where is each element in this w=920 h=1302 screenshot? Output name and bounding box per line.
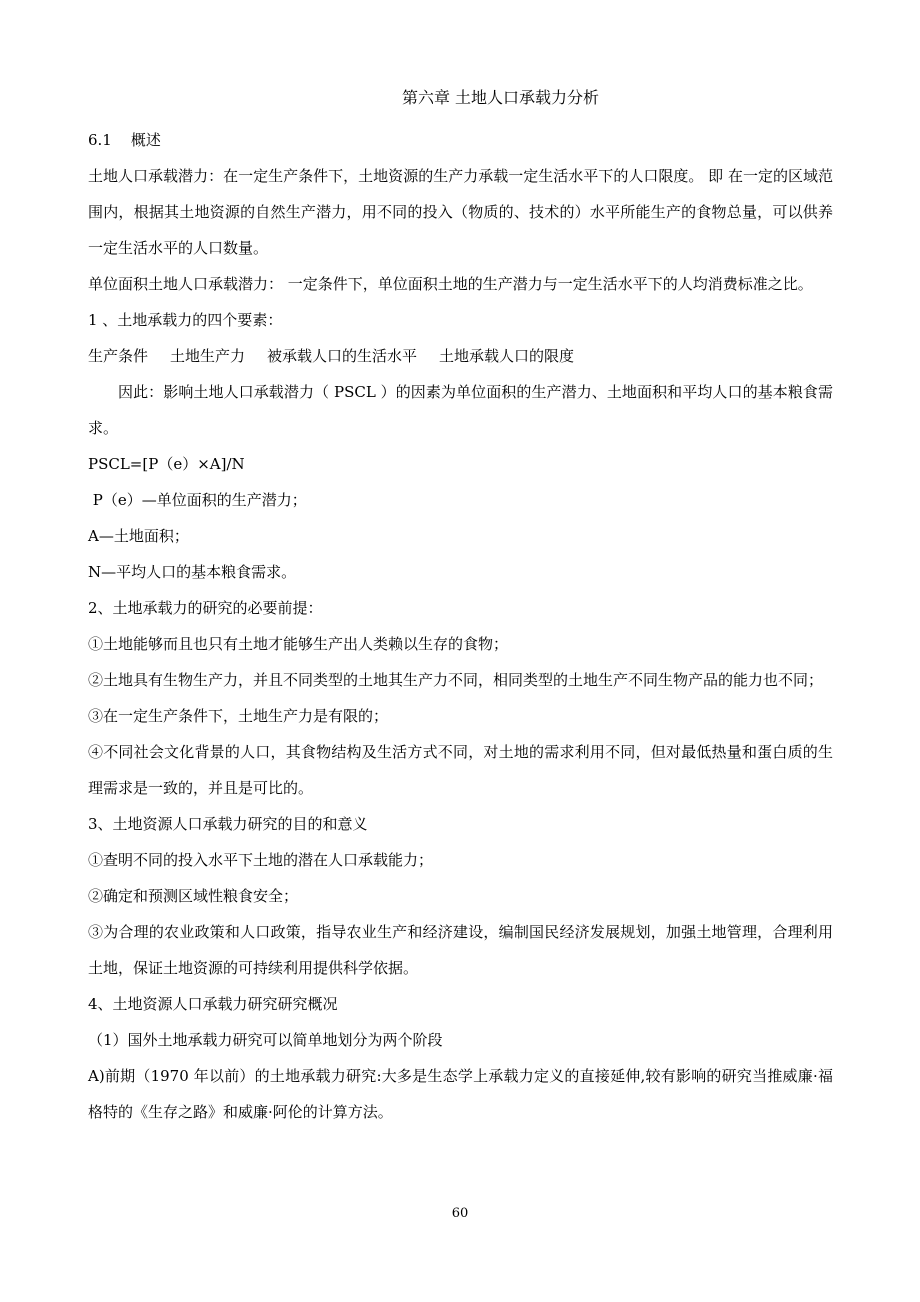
premise-item: ③在一定生产条件下，土地生产力是有限的； [88,707,389,725]
chapter-title: 第六章 土地人口承载力分析 [401,88,600,107]
element-item: 被承载人口的生活水平 [267,347,418,365]
overview-paragraph-a: A)前期（1970 年以前）的土地承载力研究:大多是生态学上承载力定义的直接延伸,较有影响的研究当推威廉·福格特的《生存之路》和威廉·阿伦的计算方法。 [88,1067,833,1121]
elements-heading: 1 、土地承载力的四个要素： [88,311,283,329]
variable-p: P（e）—单位面积的生产潜力； [88,491,307,509]
paragraph-unit-area: 单位面积土地人口承载潜力： 一定条件下，单位面积土地的生产潜力与一定生活水平下的人均消费标准之比。 [88,275,813,293]
paragraph-therefore: 因此：影响土地人口承载潜力（ PSCL ）的因素为单位面积的生产潜力、土地面积和平均人口的基本粮食需求。 [88,383,833,437]
premise-item: ②土地具有生物生产力，并且不同类型的土地其生产力不同，相同类型的土地生产不同生物产品的能力也不同； [88,671,824,689]
premise-item: ①土地能够而且也只有土地才能够生产出人类赖以生存的食物； [88,635,509,653]
document-page [88,88,833,1130]
paragraph-definition: 土地人口承载潜力：在一定生产条件下，土地资源的生产力承载一定生活水平下的人口限度。 即 在一定的区域范围内，根据其土地资源的自然生产潜力，用不同的投入（物质的、技术的）水平所能生产的食物总量，可以供养一定生活水平的人口数量。 [88,167,833,257]
variable-n: N—平均人口的基本粮食需求。 [88,563,297,581]
page-number: 60 [451,1206,469,1221]
variable-a: A—土地面积； [88,527,189,545]
overview-heading: 4、土地资源人口承载力研究研究概况 [88,995,338,1013]
premise-heading: 2、土地承载力的研究的必要前提： [88,599,323,617]
element-item: 生产条件 [88,347,149,365]
section-heading: 6.1 概述 [88,131,161,149]
purpose-item: ①查明不同的投入水平下土地的潜在人口承载能力； [88,851,434,869]
purpose-item: ②确定和预测区域性粮食安全； [88,887,299,905]
purpose-heading: 3、土地资源人口承载力研究的目的和意义 [88,815,368,833]
premise-item: ④不同社会文化背景的人口，其食物结构及生活方式不同，对土地的需求利用不同，但对最低热量和蛋白质的生理需求是一致的，并且是可比的。 [88,743,833,797]
formula: PSCL=[P（e）×A]/N [88,455,245,473]
elements-list [88,338,833,374]
element-item: 土地生产力 [170,347,246,365]
overview-subheading: （1）国外土地承载力研究可以简单地划分为两个阶段 [88,1031,443,1049]
element-item: 土地承载人口的限度 [439,347,575,365]
purpose-item: ③为合理的农业政策和人口政策，指导农业生产和经济建设，编制国民经济发展规划，加强土地管理，合理利用土地，保证土地资源的可持续利用提供科学依据。 [88,923,833,977]
